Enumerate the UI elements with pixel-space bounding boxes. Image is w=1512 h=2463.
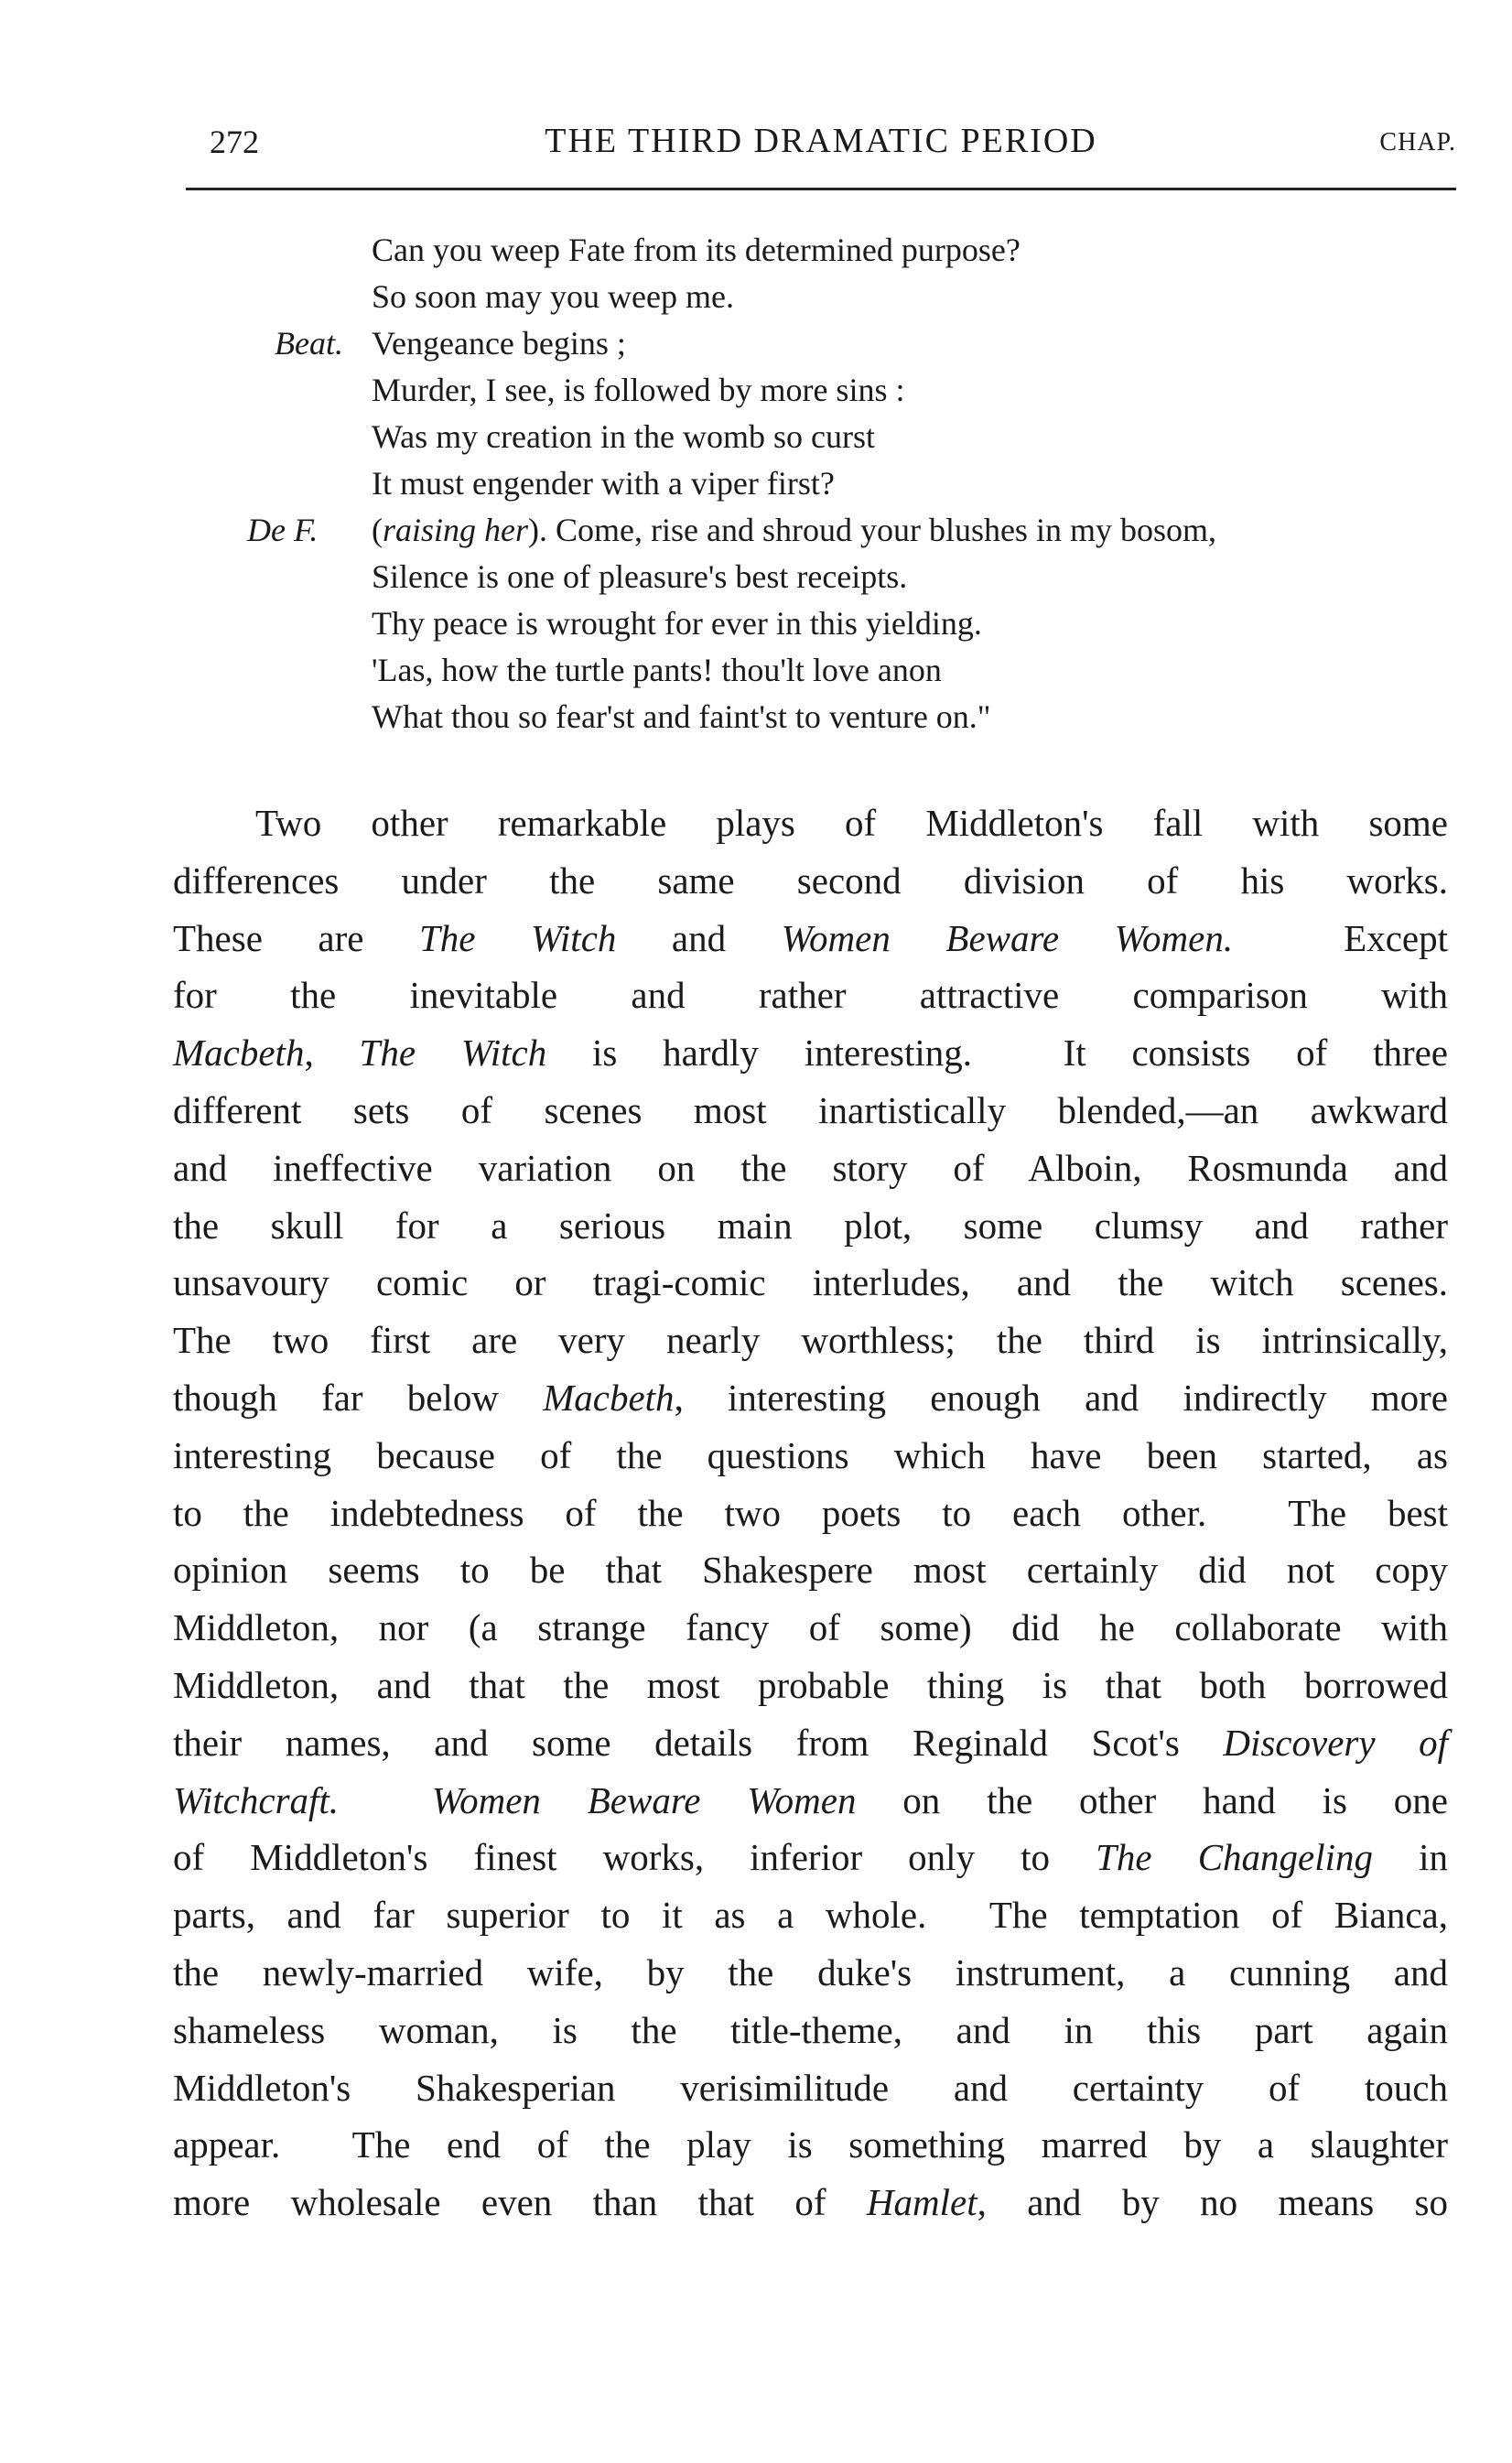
verse-text — [372, 414, 875, 460]
text-line — [173, 1886, 1448, 1944]
text-run: different sets of scenes most inartistically blended,—an awkward — [173, 1088, 1448, 1131]
text-line — [173, 1197, 1448, 1255]
text-run: ( — [372, 512, 383, 548]
text-run: opinion seems to be that Shakespere most certainly did not copy — [173, 1549, 1448, 1592]
speaker-name: Beat. — [275, 325, 343, 362]
text-run: Middleton, and that the most probable thing is that both borrowed — [173, 1663, 1448, 1706]
text-line — [173, 1312, 1448, 1369]
text-run: So soon may you weep me. — [372, 278, 734, 315]
text-line — [173, 1254, 1448, 1312]
text-line — [173, 794, 1448, 852]
verse-line — [247, 274, 1455, 320]
verse-text — [372, 600, 982, 647]
text-line — [173, 1772, 1448, 1830]
text-run: Murder, I see, is followed by more sins : — [372, 372, 905, 408]
text-run: though far below — [173, 1376, 544, 1419]
italic-title: The Witch — [419, 916, 617, 959]
verse-text — [372, 367, 904, 414]
italic-title: Women Beware Women. — [781, 916, 1234, 959]
text-run: the skull for a serious main plot, some clumsy and rather — [173, 1204, 1448, 1247]
text-run: appear. The end of the play is something marred by a slaughter — [173, 2123, 1448, 2166]
text-run: is hardly interesting. It consists of three — [546, 1032, 1449, 1075]
italic-title: raising her — [383, 512, 529, 548]
text-run: their names, and some details from Reginald Scot's — [173, 1721, 1224, 1764]
italic-title: Macbeth — [173, 1032, 305, 1075]
text-run: 'Las, how the turtle pants! thou'lt love anon — [372, 652, 942, 688]
running-header — [186, 117, 1456, 167]
verse-text — [372, 227, 1021, 274]
text-line — [173, 1944, 1448, 2002]
verse-line — [247, 460, 1455, 507]
verse-text — [372, 647, 942, 694]
text-run: The two first are very nearly worthless; the third is intrinsically, — [173, 1319, 1448, 1362]
text-run: to the indebtedness of the two poets to each other. The best — [173, 1491, 1448, 1534]
text-run: differences under the same second division of his works. — [173, 859, 1448, 902]
running-title: THE THIRD DRAMATIC PERIOD — [545, 122, 1097, 160]
text-line — [173, 2002, 1448, 2059]
verse-text — [372, 694, 991, 740]
italic-title: Witchcraft. — [173, 1778, 340, 1821]
text-line — [173, 1829, 1448, 1886]
text-run: ). Come, rise and shroud your blushes in my bosom, — [528, 512, 1216, 548]
text-line — [173, 2116, 1448, 2174]
italic-title: The Witch — [359, 1032, 547, 1075]
verse-line — [247, 367, 1455, 414]
text-run: interesting because of the questions which have been started, as — [173, 1433, 1448, 1476]
verse-line — [247, 227, 1455, 274]
italic-title: Women Beware Women — [431, 1778, 857, 1821]
text-run: , interesting enough and indirectly more — [674, 1376, 1448, 1419]
text-run: Except — [1233, 916, 1448, 959]
text-line — [173, 1541, 1448, 1599]
text-run: What thou so fear'st and faint'st to venture on." — [372, 698, 991, 735]
verse-text — [372, 554, 907, 600]
text-run: the newly-married wife, by the duke's instrument, a cunning and — [173, 1950, 1448, 1993]
verse-text — [372, 507, 1216, 554]
text-run: Can you weep Fate from its determined purpose? — [372, 232, 1021, 268]
text-run: Silence is one of pleasure's best receipts. — [372, 558, 908, 595]
chapter-label: CHAP. — [1379, 128, 1456, 157]
text-run: It must engender with a viper first? — [372, 465, 835, 502]
text-line — [173, 1369, 1448, 1427]
text-run: of Middleton's finest works, inferior only to — [173, 1836, 1096, 1879]
verse-line — [247, 554, 1455, 600]
text-run: Middleton, nor (a strange fancy of some) did he collaborate with — [173, 1606, 1448, 1649]
text-run: Thy peace is wrought for ever in this yielding. — [372, 605, 982, 642]
page-number: 272 — [210, 124, 259, 160]
text-line — [173, 1599, 1448, 1657]
text-run: , — [304, 1032, 360, 1075]
text-line — [173, 852, 1448, 910]
text-run: These are — [173, 916, 419, 959]
text-run: Two other remarkable plays of Middleton's fall with some — [255, 802, 1448, 844]
text-line — [173, 1657, 1448, 1714]
text-run: unsavoury comic or tragi-comic interludes, and the witch scenes. — [173, 1261, 1448, 1304]
text-run: Was my creation in the womb so curst — [372, 418, 875, 455]
italic-title: Macbeth — [543, 1376, 675, 1419]
text-line — [173, 1427, 1448, 1485]
italic-title: Hamlet — [866, 2181, 977, 2224]
text-run — [339, 1779, 432, 1821]
verse-line — [247, 414, 1455, 460]
text-run: parts, and far superior to it as a whole. The temptation of Bianca, — [173, 1894, 1448, 1937]
text-line — [173, 967, 1448, 1024]
verse-text — [372, 460, 835, 507]
text-run: Middleton's Shakesperian verisimilitude and certainty of touch — [173, 2066, 1448, 2109]
italic-title: The Changeling — [1096, 1836, 1374, 1879]
text-line — [173, 1485, 1448, 1542]
header-rule — [186, 188, 1456, 190]
text-run: in — [1373, 1836, 1448, 1879]
verse-line — [247, 600, 1455, 647]
text-line — [173, 1140, 1448, 1197]
body-paragraph — [173, 794, 1448, 2231]
text-line — [173, 2174, 1448, 2231]
verse-line — [247, 507, 1455, 554]
text-run: on the other hand is one — [856, 1778, 1448, 1821]
text-line — [173, 1714, 1448, 1772]
text-run: Vengeance begins ; — [372, 325, 626, 362]
text-run: shameless woman, is the title-theme, and in this part again — [173, 2008, 1448, 2051]
verse-text — [372, 274, 734, 320]
verse-line — [247, 647, 1455, 694]
text-run: , and by no means so — [977, 2181, 1448, 2224]
text-line — [173, 910, 1448, 967]
verse-text — [372, 320, 626, 367]
text-line — [173, 1082, 1448, 1140]
text-run: and ineffective variation on the story of Alboin, Rosmunda and — [173, 1146, 1448, 1189]
text-run: for the inevitable and rather attractive comparison with — [173, 974, 1448, 1017]
text-line — [173, 2059, 1448, 2117]
verse-line — [247, 694, 1455, 740]
italic-title: Discovery of — [1223, 1721, 1448, 1764]
text-run: and — [616, 916, 782, 959]
speaker-name: De F. — [247, 512, 319, 548]
text-line — [173, 1024, 1448, 1082]
verse-quotation — [247, 227, 1455, 740]
verse-line — [247, 320, 1455, 367]
text-run: more wholesale even than that of — [173, 2181, 867, 2224]
